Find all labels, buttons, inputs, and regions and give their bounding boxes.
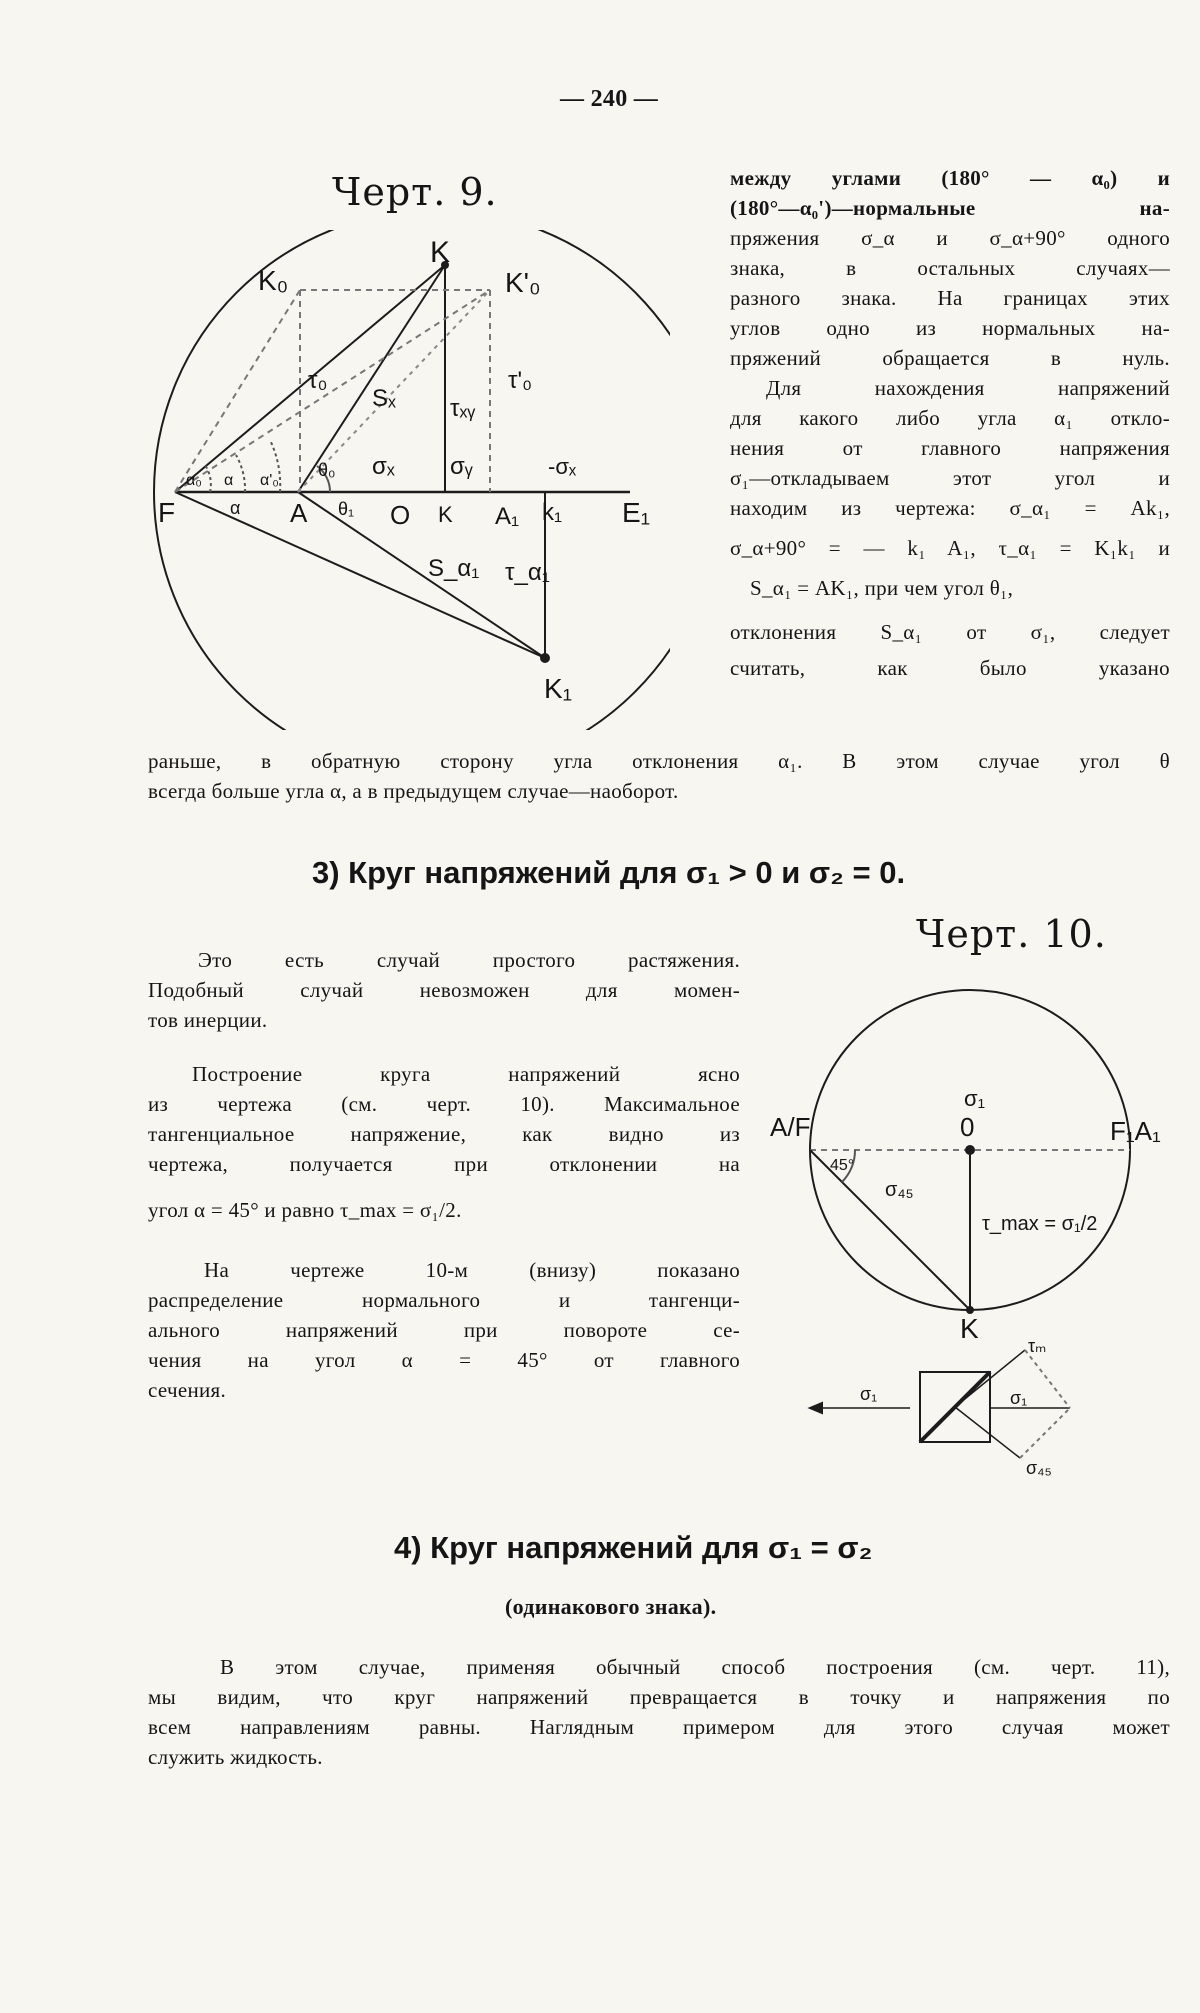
label-K: K — [960, 1313, 979, 1344]
section-4-heading: 4) Круг напряжений для σ₁ = σ₂ — [394, 1530, 872, 1566]
section-4-subheading: (одинакового знака). — [505, 1592, 716, 1622]
resultant-1 — [1025, 1350, 1070, 1408]
label-tauxy: τₓᵧ — [450, 395, 475, 422]
text-line: Подобный случай невозможен для момен- — [148, 975, 740, 1005]
label-sig45: σ₄₅ — [885, 1179, 914, 1201]
label-K0: K₀ — [258, 265, 288, 296]
label-alpha0p: α'₀ — [260, 472, 279, 489]
label-Sa1: S_α₁ — [428, 555, 479, 582]
label-sig1-small: σ₁ — [1010, 1388, 1027, 1408]
label-minus-sigx: -σₓ — [548, 454, 577, 479]
text-line: ального напряжений при повороте се- — [148, 1315, 740, 1345]
page-number: — 240 — — [560, 84, 658, 114]
label-sigy: σᵧ — [450, 453, 473, 480]
label-Sx: Sₓ — [372, 385, 396, 412]
figure-10-diagram — [770, 980, 1170, 1480]
text-line: знака, в остальных случаях— — [730, 253, 1170, 283]
point-O — [966, 1146, 974, 1154]
label-A: A — [290, 498, 308, 528]
label-K1: K₁ — [544, 673, 572, 704]
text-line: считать, как было указано — [730, 653, 1170, 683]
label-theta0: θ₀ — [318, 460, 335, 480]
label-E: E₁ — [622, 497, 650, 528]
figure-10-caption: Черт. 10. — [916, 912, 1107, 956]
label-AF: A/F — [770, 1112, 810, 1142]
text-line: раньше, в обратную сторону угла отклонения α₁. В этом случае угол θ — [148, 746, 1170, 776]
label-alpha0: α₀ — [186, 472, 202, 489]
label-K0p: K'₀ — [505, 267, 541, 298]
text-line: служить жидкость. — [148, 1742, 1170, 1772]
label-alpha-bottom: α — [230, 498, 240, 518]
sigma45-arrow — [955, 1407, 1020, 1458]
text-line: Это есть случай простого растяжения. — [148, 945, 740, 975]
text-line: распределение нормального и тангенци- — [148, 1285, 740, 1315]
label-tau0: τ₀ — [308, 367, 327, 394]
text-line: На чертеже 10-м (внизу) показано — [148, 1255, 740, 1285]
label-alpha: α — [224, 472, 233, 489]
text-line: нения от главного напряжения — [730, 433, 1170, 463]
label-sig1-arrow: σ₁ — [860, 1384, 877, 1404]
right-column-text — [730, 163, 1170, 683]
label-A1: A₁ — [495, 503, 519, 530]
label-O: 0 — [960, 1112, 974, 1142]
text-line: S_α₁ = AK₁, при чем угол θ₁, — [730, 573, 1170, 603]
text-line: всем направлениям равны. Наглядным примером для этого случая может — [148, 1712, 1170, 1742]
text-line: отклонения S_α₁ от σ₁, следует — [730, 617, 1170, 647]
text-line: мы видим, что круг напряжений превращается в точку и напряжения по — [148, 1682, 1170, 1712]
text-line: тангенциальное напряжение, как видно из — [148, 1119, 740, 1149]
text-line: σ_α+90° = — k₁ A₁, τ_α₁ = K₁k₁ и — [730, 533, 1170, 563]
text-line: Для нахождения напряжений — [730, 373, 1170, 403]
text-line: из чертежа (см. черт. 10). Максимальное — [148, 1089, 740, 1119]
angle-arc-2 — [236, 455, 245, 492]
label-sigx: σₓ — [372, 453, 395, 480]
section-3-text — [148, 945, 740, 1405]
angle-arc-1 — [205, 465, 211, 492]
text-line: углов одно из нормальных на- — [730, 313, 1170, 343]
continuation-text — [148, 746, 1170, 806]
text-line: всегда больше угла α, а в предыдущем случае—наоборот. — [148, 776, 1170, 806]
resultant-2 — [1020, 1408, 1070, 1458]
line-F-K0 — [175, 290, 300, 492]
text-line: разного знака. На границах этих — [730, 283, 1170, 313]
text-line: чения на угол α = 45° от главного — [148, 1345, 740, 1375]
text-line: находим из чертежа: σ_α₁ = Ak₁, — [730, 493, 1170, 523]
text-line: (180°—α₀')—нормальные на- — [730, 193, 1170, 223]
text-line: угол α = 45° и равно τ_max = σ₁/2. — [148, 1195, 740, 1225]
text-line: чертежа, получается при отклонении на — [148, 1149, 740, 1179]
label-sig45-small: σ₄₅ — [1026, 1458, 1052, 1478]
text-line: В этом случае, применяя обычный способ построения (см. черт. 11), — [148, 1652, 1170, 1682]
figure-9-diagram — [150, 230, 670, 730]
text-line: Построение круга напряжений ясно — [148, 1059, 740, 1089]
label-K-top: K — [430, 236, 450, 269]
label-F1A1: F₁A₁ — [1110, 1116, 1161, 1146]
label-taumax: τ_max = σ₁/2 — [982, 1213, 1097, 1235]
section-3-heading: 3) Круг напряжений для σ₁ > 0 и σ₂ = 0. — [312, 855, 905, 891]
point-K1 — [541, 654, 549, 662]
text-line: σ₁—откладываем этот угол и — [730, 463, 1170, 493]
label-F: F — [158, 497, 175, 528]
text-line: сечения. — [148, 1375, 740, 1405]
text-line: тов инерции. — [148, 1005, 740, 1035]
label-tau0p: τ'₀ — [508, 367, 532, 394]
figure-9-caption: Черт. 9. — [332, 170, 498, 214]
label-K-mid: K — [438, 502, 453, 527]
text-line: пряжений обращается в нуль. — [730, 343, 1170, 373]
label-taua1: τ_α₁ — [505, 559, 550, 586]
section-4-text — [148, 1652, 1170, 1772]
label-k1: k₁ — [542, 499, 562, 526]
text-line: между углами (180° — α₀) и — [730, 163, 1170, 193]
label-sig1-top: σ₁ — [964, 1086, 985, 1111]
text-line: пряжения σ_α и σ_α+90° одного — [730, 223, 1170, 253]
text-line: для какого либо угла α₁ откло- — [730, 403, 1170, 433]
label-theta: θ₁ — [338, 499, 354, 519]
label-45: 45° — [830, 1157, 854, 1174]
label-tau-m: τₘ — [1028, 1336, 1046, 1356]
label-O: O — [390, 500, 410, 530]
sigma1-arrowhead — [810, 1403, 822, 1413]
line-A-K — [810, 1150, 970, 1310]
